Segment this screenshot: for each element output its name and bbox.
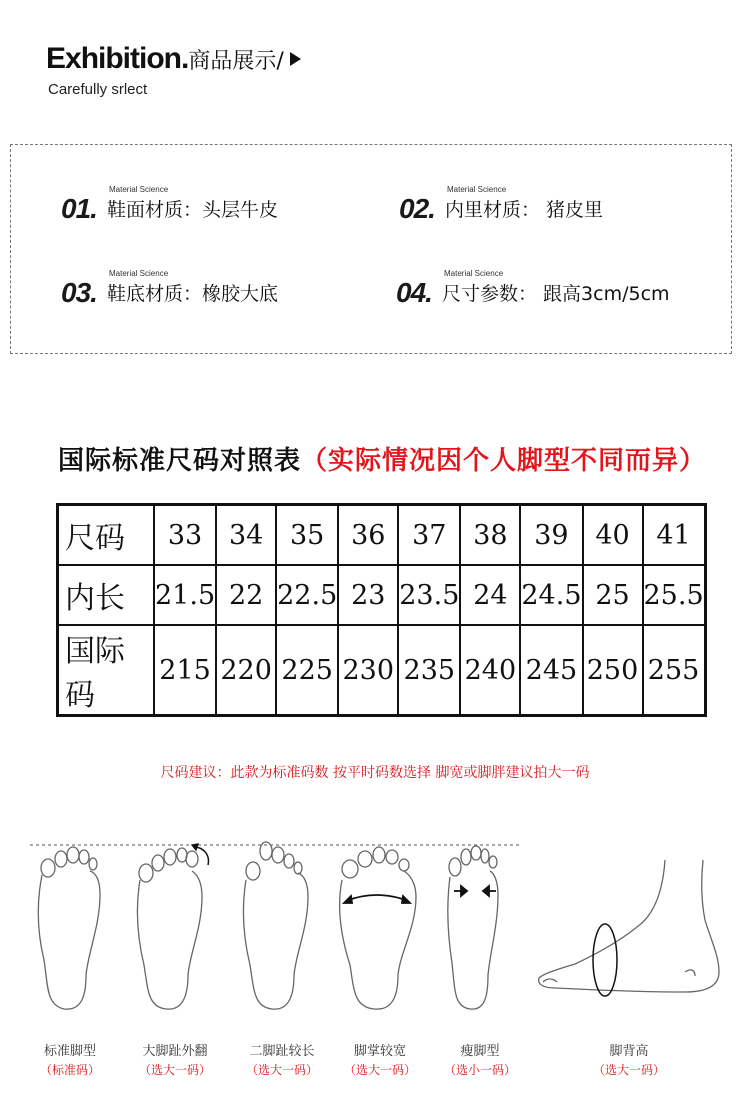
material-number: 01. <box>61 193 97 224</box>
table-cell: 22 <box>216 565 276 625</box>
wide-foot-icon <box>336 835 426 1015</box>
size-table-title <box>58 440 706 477</box>
high-instep-foot-icon <box>535 860 725 1010</box>
table-cell: 255 <box>643 625 706 716</box>
material-label: 内里材质： 猪皮里 <box>445 199 604 221</box>
table-row <box>58 505 706 566</box>
page-subtitle: Carefully srlect <box>48 81 148 98</box>
table-cell: 235 <box>398 625 460 716</box>
table-cell: 25.5 <box>643 565 706 625</box>
table-cell: 240 <box>460 625 520 716</box>
table-cell: 22.5 <box>276 565 338 625</box>
thin-foot-icon <box>440 835 510 1015</box>
foot-label-bunion: 大脚趾外翻 <box>142 1044 208 1059</box>
table-cell: 225 <box>276 625 338 716</box>
play-arrow-icon <box>290 52 301 66</box>
table-cell: 215 <box>154 625 216 716</box>
table-cell: 34 <box>216 505 276 566</box>
foot-label-high-instep: 脚背高 <box>609 1044 649 1059</box>
title-en: Exhibition. <box>46 42 189 75</box>
table-cell: 36 <box>338 505 398 566</box>
bunion-foot-icon <box>130 835 220 1015</box>
standard-foot-icon <box>30 835 110 1015</box>
table-cell: 24.5 <box>520 565 582 625</box>
foot-label-wide: 脚掌较宽 <box>353 1044 406 1059</box>
table-row <box>58 565 706 625</box>
size-table-title-note: （实际情况因个人脚型不同而异） <box>301 446 707 476</box>
table-cell: 40 <box>583 505 643 566</box>
material-number: 03. <box>61 277 97 308</box>
foot-sub-high-instep: （选大一码） <box>592 1063 665 1077</box>
table-cell: 24 <box>460 565 520 625</box>
size-table-title-main: 国际标准尺码对照表 <box>58 446 302 476</box>
material-science-caption: Material Science <box>109 269 169 278</box>
table-cell: 23.5 <box>398 565 460 625</box>
material-label: 鞋面材质：头层牛皮 <box>107 199 279 221</box>
table-cell: 21.5 <box>154 565 216 625</box>
material-science-caption: Material Science <box>447 185 507 194</box>
table-cell: 39 <box>520 505 582 566</box>
material-number: 04. <box>396 277 432 308</box>
foot-sub-standard: （标准码） <box>39 1063 100 1077</box>
foot-label-standard: 标准脚型 <box>43 1044 96 1059</box>
foot-sub-bunion: （选大一码） <box>138 1063 211 1077</box>
table-row <box>58 625 706 716</box>
table-cell: 25 <box>583 565 643 625</box>
material-box <box>10 144 732 354</box>
table-cell: 250 <box>583 625 643 716</box>
table-cell: 35 <box>276 505 338 566</box>
foot-label-long-second-toe: 二脚趾较长 <box>249 1044 315 1059</box>
material-label: 鞋底材质：橡胶大底 <box>107 283 279 305</box>
table-cell: 230 <box>338 625 398 716</box>
table-cell: 23 <box>338 565 398 625</box>
title-cn: 商品展示/ <box>188 49 284 74</box>
table-cell: 41 <box>643 505 706 566</box>
table-cell: 245 <box>520 625 582 716</box>
table-cell: 38 <box>460 505 520 566</box>
material-number: 02. <box>399 193 435 224</box>
foot-label-thin: 瘦脚型 <box>460 1044 500 1059</box>
foot-sub-wide: （选大一码） <box>343 1063 416 1077</box>
material-science-caption: Material Science <box>109 185 169 194</box>
row-header: 内长 <box>58 565 155 625</box>
material-label: 尺寸参数： 跟高3cm/5cm <box>442 283 670 305</box>
material-science-caption: Material Science <box>444 269 504 278</box>
long-second-toe-foot-icon <box>238 835 318 1015</box>
table-cell: 37 <box>398 505 460 566</box>
size-advice: 尺码建议：此款为标准码数 按平时码数选择 脚宽或脚胖建议拍大一码 <box>160 765 590 781</box>
foot-sub-thin: （选小一码） <box>443 1063 516 1077</box>
foot-sub-long-second-toe: （选大一码） <box>245 1063 318 1077</box>
size-table <box>56 503 707 717</box>
page-title <box>46 42 301 76</box>
row-header: 国际码 <box>58 625 155 716</box>
row-header: 尺码 <box>58 505 155 566</box>
table-cell: 33 <box>154 505 216 566</box>
table-cell: 220 <box>216 625 276 716</box>
